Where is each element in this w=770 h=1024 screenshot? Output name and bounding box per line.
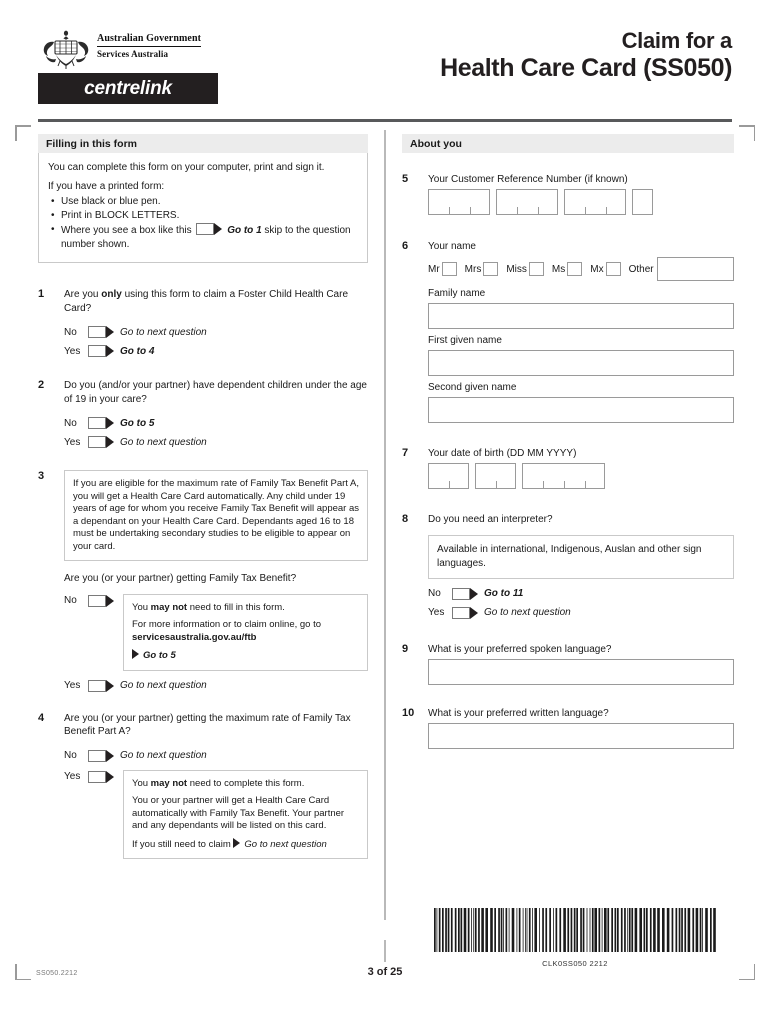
title-line-1: Claim for a <box>621 28 732 53</box>
question-8-no-goto: Go to 11 <box>484 588 524 599</box>
question-3-yes-row[interactable] <box>64 680 368 692</box>
question-2-yes-goto: Go to next question <box>120 436 207 448</box>
skip-arrow-icon <box>233 838 240 848</box>
question-1-no-label: No <box>64 326 77 338</box>
skip-arrow-icon <box>132 649 139 659</box>
first-given-name-label: First given name <box>428 335 502 346</box>
skip-arrow-icon <box>106 750 114 762</box>
question-4-text: Are you (or your partner) getting the maximum rate of Family Tax Benefit Part A? <box>64 712 351 737</box>
question-7-number: 7 <box>402 447 409 459</box>
question-3-no-line-1 <box>132 602 359 615</box>
question-2-number: 2 <box>38 379 45 391</box>
q1-text-a: Are you <box>64 289 102 300</box>
question-3-info-box <box>64 470 368 561</box>
centrelink-logo-text: centrelink <box>84 77 172 99</box>
skip-arrow-icon <box>106 595 114 607</box>
filling-bullet-list <box>48 195 358 252</box>
title-selection-row <box>428 257 734 281</box>
dob-day-input[interactable] <box>428 463 469 489</box>
question-2-yes-row[interactable] <box>64 436 368 448</box>
question-3-info-text: If you are eligible for the maximum rate of Family Tax Benefit Part A, you will get a Health Care Card automatically. Any child under 19 years of age for whom you receive Family Tax Benefit will appear as a dependant on your Health Care Card. Dependants aged 16 to 18 must be undertaking secondary studies to be eligible to appear on your card. <box>73 478 360 552</box>
question-4-yes-goto: Go to next question <box>244 838 327 850</box>
skip-arrow-icon <box>106 680 114 692</box>
question-3-no-goto: Go to 5 <box>143 650 176 661</box>
skip-arrow-icon <box>106 326 114 338</box>
question-3-number: 3 <box>38 470 45 482</box>
question-10 <box>402 707 734 749</box>
title-option-miss-checkbox[interactable] <box>529 262 544 276</box>
title-option-mrs-checkbox[interactable] <box>483 262 498 276</box>
filling-bullet-1: • Use black or blue pen. <box>48 195 358 209</box>
crop-mark-top-left <box>15 125 31 141</box>
question-7-label: Your date of birth (DD MM YYYY) <box>428 448 577 459</box>
question-6-label: Your name <box>428 241 476 252</box>
question-3-no-url <box>132 632 359 645</box>
question-4-no-goto: Go to next question <box>120 750 207 761</box>
crop-mark-top-right <box>739 125 755 141</box>
question-8-no-label: No <box>428 588 441 599</box>
question-10-number: 10 <box>402 706 415 719</box>
filling-bullet-3-goto: Go to 1 <box>227 225 262 236</box>
question-8-text: Do you need an interpreter? <box>428 514 553 525</box>
question-3-yes-label: Yes <box>64 680 81 691</box>
filling-in-this-form-heading: Filling in this form <box>38 134 368 153</box>
question-4-yes-line-2: You or your partner will get a Health Care Card automatically with Family Tax Benefit. Your partner and any dependants will be listed on this card. <box>132 795 345 831</box>
first-given-name-input[interactable] <box>428 350 734 376</box>
question-2 <box>38 379 368 448</box>
q1-text-bold: only <box>101 289 122 300</box>
skip-arrow-icon <box>106 417 114 429</box>
question-4-no-row[interactable] <box>64 750 368 762</box>
question-5-number: 5 <box>402 173 409 185</box>
family-name-input[interactable] <box>428 303 734 329</box>
q1-text-b: using this form to claim a Foster Child Health Care Card? <box>64 289 349 314</box>
q3-no-b: need to fill in this form. <box>187 601 285 613</box>
question-1-text <box>64 288 368 315</box>
crn-group-4[interactable] <box>632 189 653 215</box>
question-6-number: 6 <box>402 240 409 252</box>
question-3 <box>38 470 368 692</box>
question-2-no-checkbox[interactable] <box>88 417 114 429</box>
filling-bullet-2: • Print in BLOCK LETTERS. <box>48 209 358 223</box>
title-option-mr-label: Mr <box>428 263 440 275</box>
question-4-yes-info-box <box>123 770 368 860</box>
date-of-birth-input[interactable] <box>428 463 734 489</box>
barcode-image <box>434 908 716 952</box>
page-title <box>440 28 732 83</box>
right-column <box>402 134 734 749</box>
page-header <box>0 0 770 118</box>
filling-bullet-3-post: skip to the question number shown. <box>61 225 351 250</box>
question-9 <box>402 643 734 685</box>
family-name-label: Family name <box>428 288 486 299</box>
q3-no-bold: may not <box>150 601 188 613</box>
question-1-no-checkbox[interactable] <box>88 326 114 338</box>
second-given-name-label: Second given name <box>428 382 517 393</box>
about-you-heading: About you <box>402 134 734 153</box>
skip-arrow-icon <box>106 436 114 448</box>
question-2-no-row[interactable] <box>64 417 368 429</box>
question-1-yes-row[interactable] <box>64 345 368 357</box>
question-3-yes-checkbox[interactable] <box>88 680 114 692</box>
barcode-label: CLK0SS050 2212 <box>542 959 608 968</box>
question-1-yes-label: Yes <box>64 345 81 357</box>
title-option-ms-label: Ms <box>551 263 566 275</box>
services-australia-text: Services Australia <box>97 49 169 59</box>
question-3-no-row[interactable] <box>64 594 368 671</box>
filling-printed-lead: If you have a printed form: <box>48 181 165 192</box>
question-3-text: Are you (or your partner) getting Family Tax Benefit? <box>64 573 297 584</box>
question-4-yes-line-3 <box>132 838 359 852</box>
footer-form-code: SS050.2212 <box>36 970 78 977</box>
dob-month-input[interactable] <box>475 463 516 489</box>
question-8-info-box <box>428 535 734 579</box>
question-8-no-checkbox[interactable] <box>452 588 478 600</box>
q4-yes-pre: If you still need to claim <box>132 838 231 850</box>
question-2-no-label: No <box>64 417 77 429</box>
question-4-yes-row[interactable] <box>64 770 368 860</box>
second-given-name-input[interactable] <box>428 397 734 423</box>
skip-arrow-icon <box>106 771 114 783</box>
question-4 <box>38 712 368 860</box>
question-5 <box>402 173 734 215</box>
title-option-mrs-label: Mrs <box>464 263 482 275</box>
form-barcode <box>434 908 716 968</box>
question-2-yes-label: Yes <box>64 436 81 448</box>
question-4-number: 4 <box>38 711 45 724</box>
q3-no-url-text: servicesaustralia.gov.au/ftb <box>132 631 257 643</box>
question-8 <box>402 513 734 619</box>
title-option-mr-checkbox[interactable] <box>442 262 457 276</box>
preferred-spoken-language-input[interactable] <box>428 659 734 685</box>
question-4-no-label: No <box>64 750 77 761</box>
question-4-yes-checkbox[interactable] <box>88 770 114 783</box>
header-divider <box>38 119 732 122</box>
government-wordmark <box>97 30 201 59</box>
question-8-number: 8 <box>402 513 409 525</box>
question-6 <box>402 240 734 423</box>
question-1 <box>38 288 368 357</box>
left-column <box>38 134 368 859</box>
question-9-number: 9 <box>402 642 409 655</box>
question-3-no-label: No <box>64 594 77 606</box>
question-8-no-row[interactable] <box>428 588 734 600</box>
q4-yes-b: need to complete this form. <box>187 777 305 789</box>
australian-coat-of-arms-icon <box>42 30 90 70</box>
question-3-yes-goto: Go to next question <box>120 680 207 691</box>
question-9-label: What is your preferred spoken language? <box>428 643 612 655</box>
skip-arrow-icon <box>106 345 114 357</box>
title-option-mx-label: Mx <box>590 263 604 275</box>
skip-arrow-icon <box>470 588 478 600</box>
question-1-no-row[interactable] <box>64 326 368 338</box>
wordmark-rule <box>97 46 201 47</box>
question-8-yes-row[interactable] <box>428 607 734 619</box>
government-branding <box>42 30 201 70</box>
question-1-yes-checkbox[interactable] <box>88 345 114 357</box>
question-1-yes-goto: Go to 4 <box>120 345 155 357</box>
question-2-yes-checkbox[interactable] <box>88 436 114 448</box>
question-3-no-goto-line <box>132 649 359 663</box>
question-7 <box>402 447 734 489</box>
question-8-info-text: Available in international, Indigenous, Auslan and other sign languages. <box>437 543 702 569</box>
question-10-label: What is your preferred written language? <box>428 707 609 719</box>
title-line-2: Health Care Card (SS050) <box>440 54 732 82</box>
column-divider <box>384 130 386 920</box>
question-3-no-checkbox[interactable] <box>88 594 114 607</box>
question-8-yes-checkbox[interactable] <box>452 607 478 619</box>
question-8-yes-label: Yes <box>428 607 445 618</box>
preferred-written-language-input[interactable] <box>428 723 734 749</box>
title-option-ms-checkbox[interactable] <box>567 262 582 276</box>
question-1-number: 1 <box>38 288 45 300</box>
title-option-miss-label: Miss <box>506 263 527 275</box>
australian-government-text: Australian Government <box>97 33 202 44</box>
question-2-no-goto: Go to 5 <box>120 417 155 429</box>
question-2-text: Do you (and/or your partner) have dependent children under the age of 19 in your care? <box>64 380 367 405</box>
example-skip-arrow-icon <box>214 223 222 235</box>
title-other-input[interactable] <box>657 257 734 281</box>
dob-year-input[interactable] <box>522 463 605 489</box>
question-1-no-goto: Go to next question <box>120 326 207 338</box>
question-5-label: Your Customer Reference Number (if known) <box>428 174 628 185</box>
column-divider-footer-tick <box>384 940 386 962</box>
title-option-mx-checkbox[interactable] <box>606 262 621 276</box>
question-3-no-info-box <box>123 594 368 671</box>
crn-group-3[interactable] <box>564 189 626 215</box>
q3-no-a: You <box>132 601 151 613</box>
question-4-yes-label: Yes <box>64 770 81 782</box>
footer-page-number: 3 of 25 <box>367 966 403 978</box>
filling-bullet-3-pre: Where you see a box like this <box>61 225 192 236</box>
crn-group-2[interactable] <box>496 189 558 215</box>
example-skip-box <box>196 223 222 235</box>
skip-arrow-icon <box>470 607 478 619</box>
crn-group-1[interactable] <box>428 189 490 215</box>
filling-intro-text: You can complete this form on your computer, print and sign it. <box>48 162 325 173</box>
title-option-other-label: Other <box>628 263 654 275</box>
question-3-no-line-2: For more information or to claim online, go to <box>132 619 322 630</box>
example-skip-checkbox <box>196 223 214 235</box>
customer-reference-number-input[interactable] <box>428 189 734 215</box>
question-4-no-checkbox[interactable] <box>88 750 114 762</box>
question-8-yes-goto: Go to next question <box>484 607 571 618</box>
centrelink-logo <box>38 73 218 104</box>
q4-yes-a: You <box>132 777 151 789</box>
question-4-yes-line-1 <box>132 778 359 791</box>
filling-in-this-form-panel <box>38 153 368 263</box>
filling-bullet-3 <box>48 223 358 252</box>
q4-yes-bold: may not <box>150 777 188 789</box>
